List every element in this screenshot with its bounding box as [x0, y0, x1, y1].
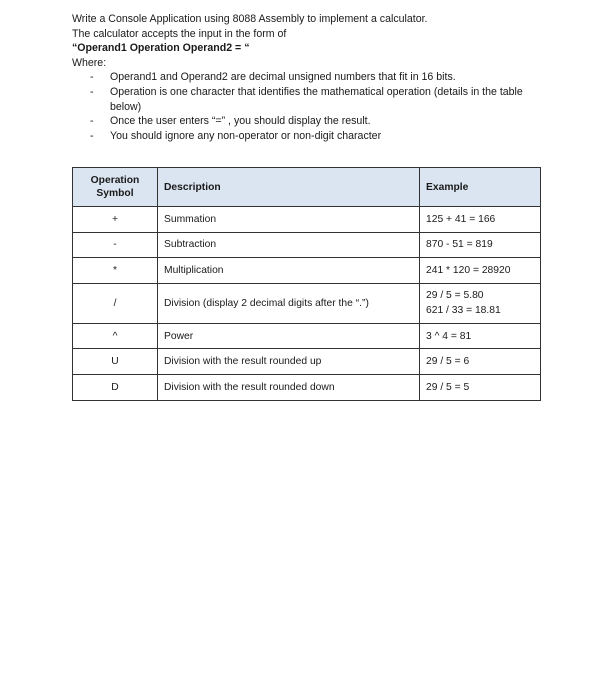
operation-example: [420, 374, 541, 400]
bullet-dash: -: [90, 71, 94, 84]
operation-symbol: /: [73, 283, 158, 323]
operation-description: Power: [158, 323, 420, 349]
operation-symbol: ^: [73, 323, 158, 349]
operation-description: Subtraction: [158, 232, 420, 258]
header-example: Example: [420, 168, 541, 207]
operation-example: [420, 283, 541, 323]
table-row: [73, 283, 541, 323]
operation-symbol: D: [73, 374, 158, 400]
example-line: 29 / 5 = 5.80: [426, 290, 484, 302]
input-format: “Operand1 Operation Operand2 = “: [72, 42, 250, 55]
operation-example: [420, 258, 541, 284]
table-row: [73, 323, 541, 349]
operation-symbol: U: [73, 349, 158, 375]
table-row: [73, 232, 541, 258]
operation-description: Division (display 2 decimal digits after the “.”): [158, 283, 420, 323]
example-line: 870 - 51 = 819: [426, 239, 493, 251]
example-line: 241 * 120 = 28920: [426, 264, 511, 276]
table-header-row: [73, 168, 541, 207]
operation-example: [420, 349, 541, 375]
example-line: 3 ^ 4 = 81: [426, 330, 472, 342]
table-row: [73, 374, 541, 400]
bullet-dash: -: [90, 115, 94, 128]
table-row: [73, 258, 541, 284]
intro-line-2: The calculator accepts the input in the form of: [72, 27, 287, 40]
assignment-text: [72, 12, 542, 143]
example-line: 125 + 41 = 166: [426, 213, 496, 225]
header-description: Description: [158, 168, 420, 207]
bullet-dash: -: [90, 129, 94, 142]
intro-line-1: Write a Console Application using 8088 Assembly to implement a calculator.: [72, 13, 428, 25]
operation-description: Division with the result rounded up: [158, 349, 420, 375]
table-row: [73, 349, 541, 375]
bullet-dash: -: [90, 85, 94, 98]
list-item: [72, 129, 542, 144]
operation-example: [420, 323, 541, 349]
list-item: [72, 114, 542, 129]
list-item-text: Once the user enters “=” , you should display the result.: [110, 115, 371, 128]
operations-table: [72, 167, 541, 401]
operation-description: Division with the result rounded down: [158, 374, 420, 400]
header-operation-symbol: Operation Symbol: [73, 168, 158, 207]
list-item: [72, 70, 542, 85]
operation-description: Multiplication: [158, 258, 420, 284]
operation-symbol: -: [73, 232, 158, 258]
list-item-text: Operand1 and Operand2 are decimal unsigned numbers that fit in 16 bits.: [110, 71, 456, 84]
list-item: [72, 85, 542, 114]
list-item-text: Operation is one character that identifies the mathematical operation (details in the table below): [110, 85, 523, 113]
operation-example: [420, 232, 541, 258]
requirements-list: [72, 70, 542, 143]
example-line: 621 / 33 = 18.81: [426, 305, 501, 317]
list-item-text: You should ignore any non-operator or non-digit character: [110, 129, 382, 142]
operation-symbol: +: [73, 207, 158, 233]
operation-example: [420, 207, 541, 233]
operation-symbol: *: [73, 258, 158, 284]
table-row: [73, 207, 541, 233]
where-label: Where:: [72, 56, 107, 69]
operation-description: Summation: [158, 207, 420, 233]
example-line: 29 / 5 = 6: [426, 356, 470, 368]
example-line: 29 / 5 = 5: [426, 381, 470, 393]
